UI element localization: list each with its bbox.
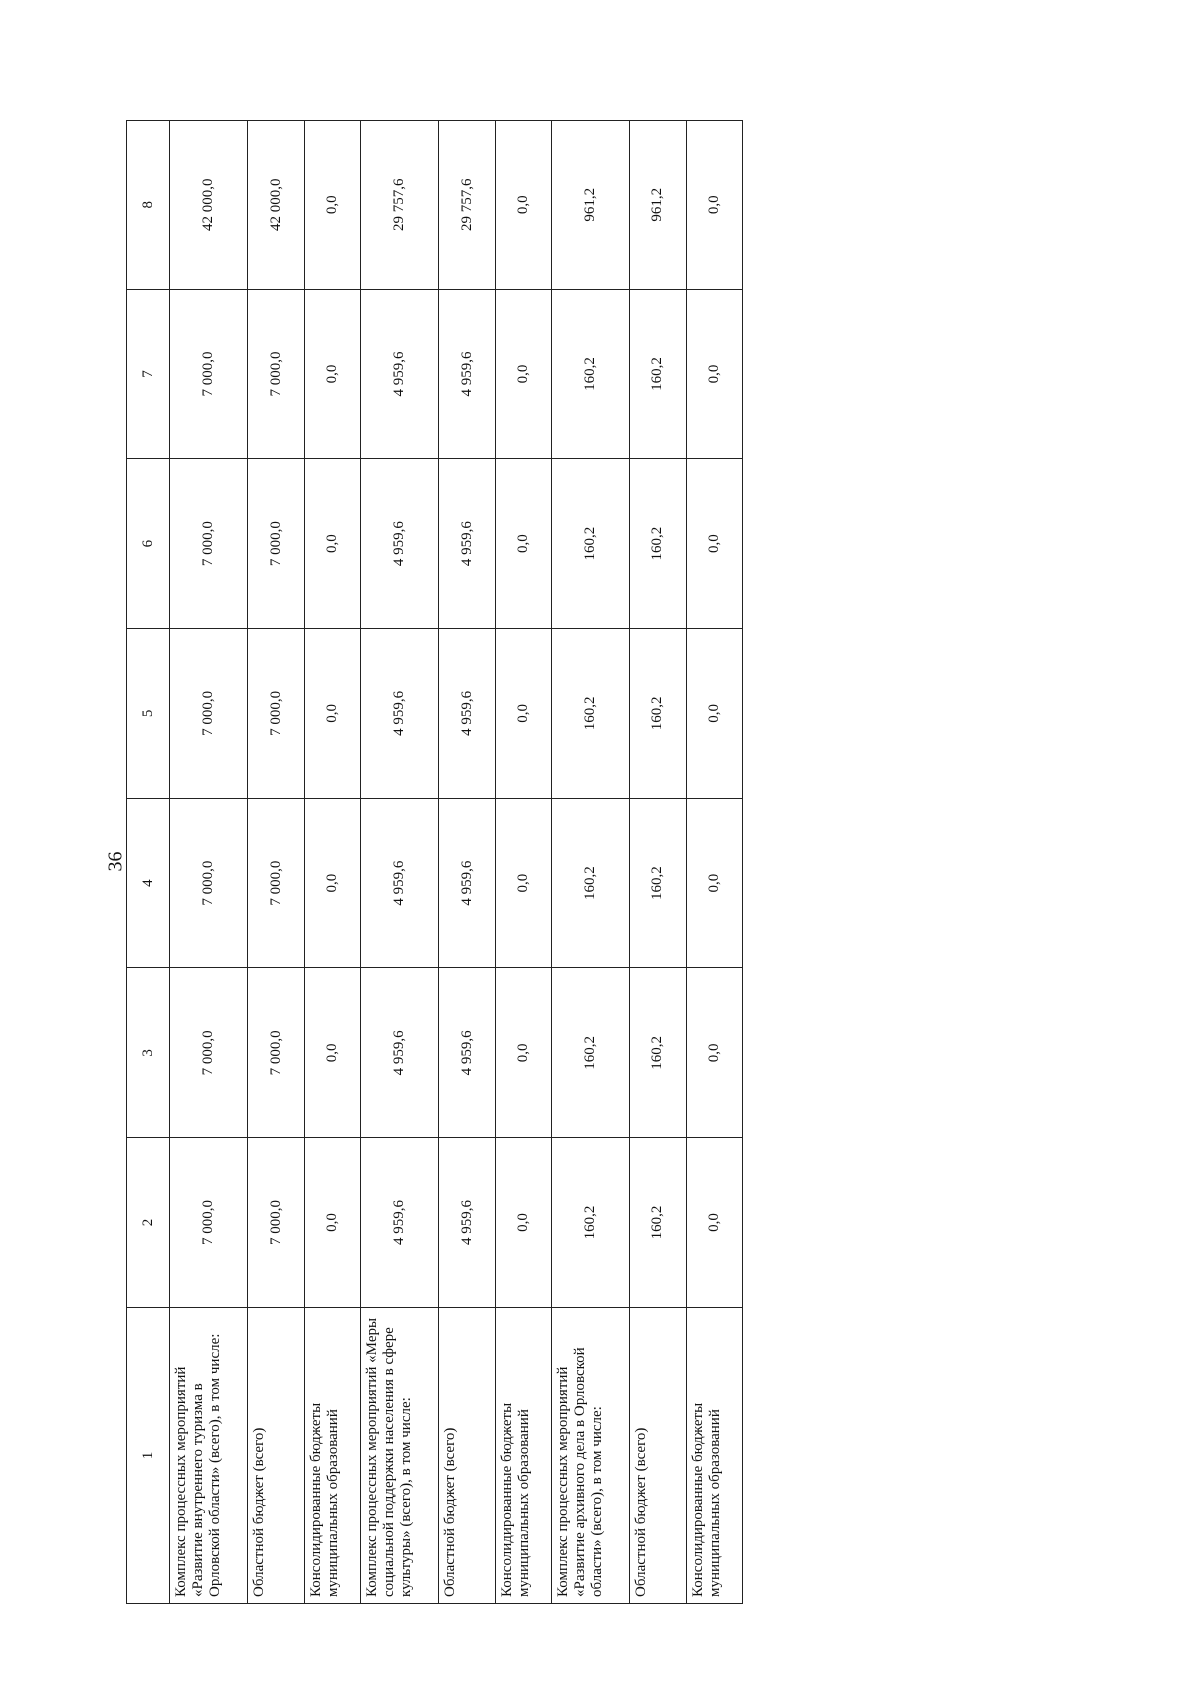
cell-value: 42 000,0 bbox=[248, 121, 304, 290]
cell-value: 160,2 bbox=[551, 289, 629, 459]
cell-value: 0,0 bbox=[686, 121, 742, 290]
cell-value: 0,0 bbox=[686, 289, 742, 459]
table-row bbox=[360, 121, 438, 1604]
cell-value: 7 000,0 bbox=[170, 798, 248, 968]
cell-value: 0,0 bbox=[495, 289, 551, 459]
table-header-row bbox=[127, 121, 170, 1604]
cell-value: 160,2 bbox=[630, 629, 686, 799]
page-number: 36 bbox=[104, 851, 127, 872]
cell-value: 160,2 bbox=[551, 1138, 629, 1308]
table-row bbox=[248, 121, 304, 1604]
column-header-7: 7 bbox=[127, 289, 170, 459]
cell-value: 0,0 bbox=[495, 629, 551, 799]
row-label: Комплекс процессных мероприятий «Развитие архивного дела в Орловской области» (всего), в том числе: bbox=[551, 1307, 629, 1603]
cell-value: 961,2 bbox=[551, 121, 629, 290]
cell-value: 0,0 bbox=[495, 798, 551, 968]
row-label: Областной бюджет (всего) bbox=[248, 1307, 304, 1603]
cell-value: 7 000,0 bbox=[248, 1138, 304, 1308]
table-row bbox=[686, 121, 742, 1604]
cell-value: 4 959,6 bbox=[439, 629, 495, 799]
cell-value: 4 959,6 bbox=[439, 459, 495, 629]
cell-value: 42 000,0 bbox=[170, 121, 248, 290]
cell-value: 4 959,6 bbox=[360, 1138, 438, 1308]
column-header-1: 1 bbox=[127, 1307, 170, 1603]
cell-value: 0,0 bbox=[686, 968, 742, 1138]
cell-value: 29 757,6 bbox=[439, 121, 495, 290]
cell-value: 7 000,0 bbox=[170, 459, 248, 629]
table-body bbox=[170, 121, 743, 1604]
cell-value: 4 959,6 bbox=[439, 968, 495, 1138]
cell-value: 160,2 bbox=[630, 289, 686, 459]
cell-value: 0,0 bbox=[686, 1138, 742, 1308]
cell-value: 4 959,6 bbox=[360, 629, 438, 799]
cell-value: 4 959,6 bbox=[439, 798, 495, 968]
cell-value: 7 000,0 bbox=[248, 629, 304, 799]
cell-value: 0,0 bbox=[686, 629, 742, 799]
cell-value: 7 000,0 bbox=[170, 1138, 248, 1308]
cell-value: 0,0 bbox=[686, 798, 742, 968]
cell-value: 4 959,6 bbox=[360, 289, 438, 459]
cell-value: 160,2 bbox=[630, 1138, 686, 1308]
row-label: Консолидированные бюджеты муниципальных образований bbox=[304, 1307, 360, 1603]
cell-value: 0,0 bbox=[304, 798, 360, 968]
row-label: Комплекс процессных мероприятий «Развитие внутреннего туризма в Орловской области» (всего), в том числе: bbox=[170, 1307, 248, 1603]
cell-value: 7 000,0 bbox=[248, 289, 304, 459]
cell-value: 4 959,6 bbox=[439, 289, 495, 459]
cell-value: 7 000,0 bbox=[170, 629, 248, 799]
cell-value: 4 959,6 bbox=[360, 798, 438, 968]
column-header-6: 6 bbox=[127, 459, 170, 629]
cell-value: 0,0 bbox=[304, 968, 360, 1138]
row-label: Комплекс процессных мероприятий «Меры социальной поддержки населения в сфере культуры» (всего), в том числе: bbox=[360, 1307, 438, 1603]
cell-value: 7 000,0 bbox=[170, 289, 248, 459]
cell-value: 7 000,0 bbox=[248, 459, 304, 629]
row-label: Консолидированные бюджеты муниципальных образований bbox=[495, 1307, 551, 1603]
column-header-2: 2 bbox=[127, 1138, 170, 1308]
cell-value: 961,2 bbox=[630, 121, 686, 290]
table-row bbox=[304, 121, 360, 1604]
cell-value: 0,0 bbox=[686, 459, 742, 629]
column-header-4: 4 bbox=[127, 798, 170, 968]
cell-value: 0,0 bbox=[495, 459, 551, 629]
row-label: Областной бюджет (всего) bbox=[630, 1307, 686, 1603]
cell-value: 0,0 bbox=[304, 629, 360, 799]
cell-value: 160,2 bbox=[630, 968, 686, 1138]
cell-value: 0,0 bbox=[495, 121, 551, 290]
cell-value: 160,2 bbox=[551, 968, 629, 1138]
row-label: Областной бюджет (всего) bbox=[439, 1307, 495, 1603]
cell-value: 0,0 bbox=[304, 1138, 360, 1308]
cell-value: 0,0 bbox=[304, 289, 360, 459]
cell-value: 0,0 bbox=[495, 1138, 551, 1308]
cell-value: 160,2 bbox=[551, 459, 629, 629]
cell-value: 0,0 bbox=[304, 459, 360, 629]
cell-value: 0,0 bbox=[304, 121, 360, 290]
column-header-8: 8 bbox=[127, 121, 170, 290]
cell-value: 7 000,0 bbox=[248, 968, 304, 1138]
budget-table bbox=[126, 120, 743, 1604]
cell-value: 160,2 bbox=[630, 459, 686, 629]
cell-value: 29 757,6 bbox=[360, 121, 438, 290]
table-row bbox=[630, 121, 686, 1604]
cell-value: 160,2 bbox=[551, 798, 629, 968]
cell-value: 160,2 bbox=[551, 629, 629, 799]
table-row bbox=[170, 121, 248, 1604]
cell-value: 4 959,6 bbox=[360, 968, 438, 1138]
budget-table-container bbox=[126, 120, 743, 1604]
cell-value: 160,2 bbox=[630, 798, 686, 968]
column-header-5: 5 bbox=[127, 629, 170, 799]
cell-value: 4 959,6 bbox=[360, 459, 438, 629]
column-header-3: 3 bbox=[127, 968, 170, 1138]
cell-value: 7 000,0 bbox=[170, 968, 248, 1138]
cell-value: 0,0 bbox=[495, 968, 551, 1138]
table-row bbox=[439, 121, 495, 1604]
row-label: Консолидированные бюджеты муниципальных образований bbox=[686, 1307, 742, 1603]
cell-value: 4 959,6 bbox=[439, 1138, 495, 1308]
cell-value: 7 000,0 bbox=[248, 798, 304, 968]
table-row bbox=[495, 121, 551, 1604]
table-row bbox=[551, 121, 629, 1604]
